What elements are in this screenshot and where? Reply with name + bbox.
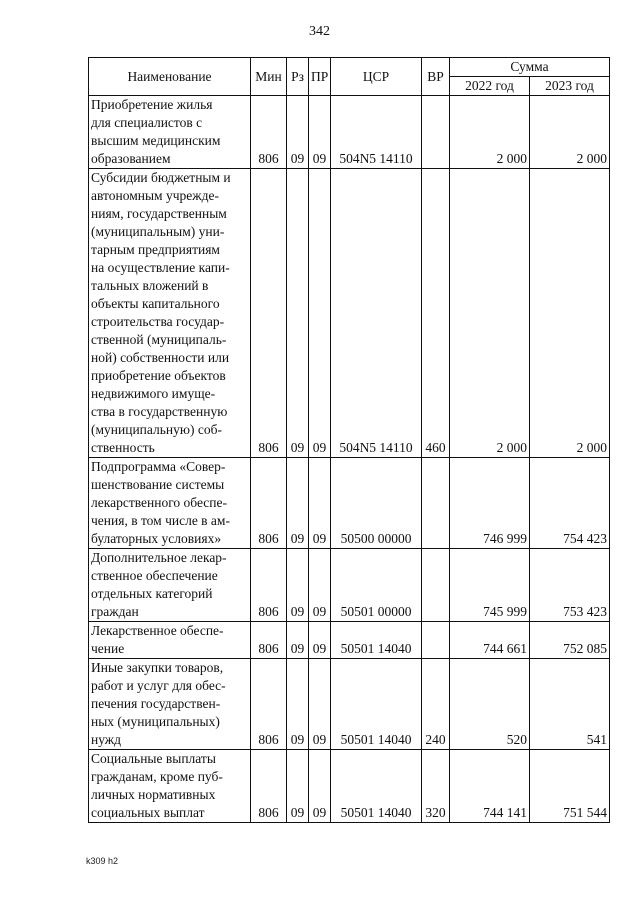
name-line: тальных вложений в (91, 278, 209, 293)
cell-sum-2023: 541 (530, 659, 610, 750)
name-line: Социальные выплаты (91, 751, 216, 766)
name-line: ственной (муниципаль- (91, 332, 227, 347)
cell-pr: 09 (309, 169, 331, 458)
cell-name (89, 169, 251, 458)
cell-vr (422, 549, 450, 622)
name-line: гражданам, кроме пуб- (91, 769, 223, 784)
cell-csr: 50501 14040 (331, 622, 422, 659)
budget-table (88, 57, 610, 823)
header-csr: ЦСР (331, 58, 422, 96)
header-min: Мин (251, 58, 287, 96)
cell-rz: 09 (287, 96, 309, 169)
cell-csr: 504N5 14110 (331, 96, 422, 169)
name-line: образованием (91, 151, 171, 166)
cell-min: 806 (251, 458, 287, 549)
cell-min: 806 (251, 96, 287, 169)
name-line: высшим медицинским (91, 133, 221, 148)
cell-rz: 09 (287, 458, 309, 549)
table-row (89, 750, 610, 823)
name-line: (муниципальным) уни- (91, 224, 225, 239)
table-row (89, 458, 610, 549)
name-line: ства в государственную (91, 404, 228, 419)
cell-sum-2022: 746 999 (450, 458, 530, 549)
name-line: граждан (91, 604, 139, 619)
cell-sum-2022: 745 999 (450, 549, 530, 622)
table-row (89, 659, 610, 750)
name-line: нужд (91, 732, 121, 747)
name-line: личных нормативных (91, 787, 216, 802)
table-header (89, 58, 610, 96)
name-line: тарным предприятиям (91, 242, 220, 257)
cell-sum-2023: 752 085 (530, 622, 610, 659)
name-line: объекты капитального (91, 296, 220, 311)
name-line: автономным учрежде- (91, 188, 219, 203)
cell-rz: 09 (287, 750, 309, 823)
cell-csr: 50501 00000 (331, 549, 422, 622)
header-year-2023: 2023 год (530, 77, 610, 96)
cell-sum-2022: 744 141 (450, 750, 530, 823)
name-line: Приобретение жилья (91, 97, 213, 112)
cell-sum-2022: 2 000 (450, 169, 530, 458)
cell-name (89, 458, 251, 549)
cell-rz: 09 (287, 169, 309, 458)
name-line: работ и услуг для обес- (91, 678, 226, 693)
name-line: строительства государ- (91, 314, 225, 329)
header-rz: Рз (287, 58, 309, 96)
cell-name (89, 622, 251, 659)
name-line: ной) собственности или (91, 350, 230, 365)
cell-pr: 09 (309, 96, 331, 169)
cell-min: 806 (251, 750, 287, 823)
cell-rz: 09 (287, 622, 309, 659)
name-line: чения, в том числе в ам- (91, 513, 230, 528)
cell-sum-2022: 520 (450, 659, 530, 750)
name-line: ных (муниципальных) (91, 714, 220, 729)
header-year-2022: 2022 год (450, 77, 530, 96)
cell-csr: 50500 00000 (331, 458, 422, 549)
name-line: ственность (91, 440, 155, 455)
cell-sum-2023: 2 000 (530, 96, 610, 169)
name-line: на осуществление капи- (91, 260, 230, 275)
name-line: булаторных условиях» (91, 531, 222, 546)
page-number: 342 (309, 24, 330, 39)
table-row (89, 549, 610, 622)
cell-sum-2023: 751 544 (530, 750, 610, 823)
cell-pr: 09 (309, 549, 331, 622)
name-line: Дополнительное лекар- (91, 550, 227, 565)
footer-code: k309 h2 (86, 856, 119, 866)
name-line: лекарственного обеспе- (91, 495, 228, 510)
cell-name (89, 750, 251, 823)
name-line: приобретение объектов (91, 368, 226, 383)
name-line: недвижимого имуще- (91, 386, 216, 401)
cell-sum-2023: 2 000 (530, 169, 610, 458)
cell-pr: 09 (309, 659, 331, 750)
name-line: ниям, государственным (91, 206, 227, 221)
cell-rz: 09 (287, 549, 309, 622)
name-line: ственное обеспечение (91, 568, 218, 583)
cell-sum-2022: 2 000 (450, 96, 530, 169)
name-line: социальных выплат (91, 805, 205, 820)
header-sum: Сумма (450, 58, 610, 77)
cell-vr: 320 (422, 750, 450, 823)
cell-vr: 240 (422, 659, 450, 750)
table-row (89, 96, 610, 169)
cell-name (89, 549, 251, 622)
cell-csr: 50501 14040 (331, 659, 422, 750)
name-line: (муниципальную) соб- (91, 422, 222, 437)
name-line: Лекарственное обеспе- (91, 623, 224, 638)
cell-min: 806 (251, 659, 287, 750)
name-line: Подпрограмма «Совер- (91, 459, 226, 474)
table-body (89, 96, 610, 823)
name-line: отдельных категорий (91, 586, 213, 601)
cell-sum-2022: 744 661 (450, 622, 530, 659)
cell-pr: 09 (309, 750, 331, 823)
cell-min: 806 (251, 549, 287, 622)
name-line: Субсидии бюджетным и (91, 170, 231, 185)
cell-min: 806 (251, 169, 287, 458)
header-name: Наименование (89, 58, 251, 96)
cell-pr: 09 (309, 458, 331, 549)
cell-vr (422, 458, 450, 549)
cell-csr: 504N5 14110 (331, 169, 422, 458)
cell-vr (422, 96, 450, 169)
cell-name (89, 96, 251, 169)
name-line: Иные закупки товаров, (91, 660, 224, 675)
cell-min: 806 (251, 622, 287, 659)
header-pr: ПР (309, 58, 331, 96)
cell-sum-2023: 754 423 (530, 458, 610, 549)
name-line: печения государствен- (91, 696, 221, 711)
name-line: для специалистов с (91, 115, 203, 130)
cell-vr (422, 622, 450, 659)
table-row (89, 169, 610, 458)
cell-name (89, 659, 251, 750)
cell-vr: 460 (422, 169, 450, 458)
cell-csr: 50501 14040 (331, 750, 422, 823)
cell-sum-2023: 753 423 (530, 549, 610, 622)
table-row (89, 622, 610, 659)
cell-rz: 09 (287, 659, 309, 750)
header-vr: ВР (422, 58, 450, 96)
name-line: чение (91, 641, 125, 656)
name-line: шенствование системы (91, 477, 225, 492)
cell-pr: 09 (309, 622, 331, 659)
